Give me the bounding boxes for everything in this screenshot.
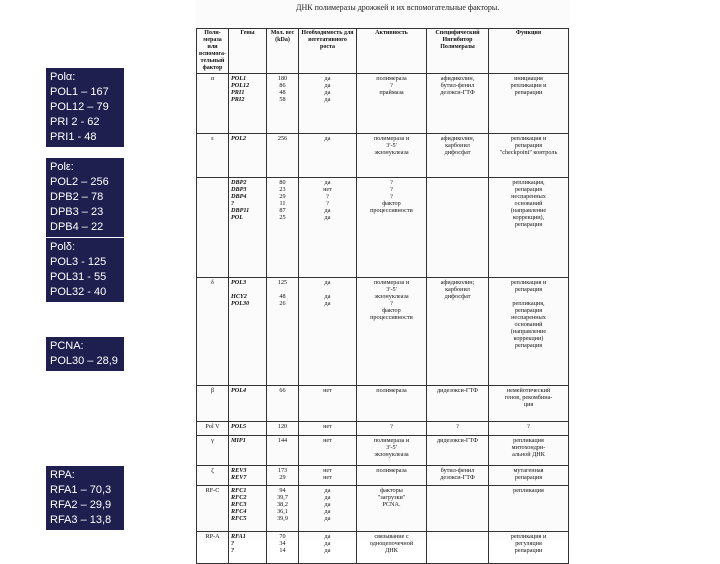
cell-name: RP-A [197,532,229,564]
cell-mw: 94 39,7 38,2 36,1 39,9 [267,486,299,532]
table-row [197,466,569,486]
cell-need: да да да да да [299,486,357,532]
column-header: Специфический Ингибитор Полимеразы [427,29,489,74]
cell-function: мутагенная репарация [489,466,569,486]
cell-inhibitor: дидезокси-ГТФ [427,386,489,422]
cell-activity: полимераза [357,466,427,486]
cell-function: немейотический генов, рекомбина- ция [489,386,569,422]
cell-activity: полимераза и 3'-5' экзонуклеаза ? фактор процессивности [357,278,427,386]
cell-function: инициация репликации и репарации [489,74,569,134]
column-header: Мол. вес (kDa) [267,29,299,74]
label-line: RFA3 – 13,8 [50,514,112,526]
cell-inhibitor: ? [427,422,489,436]
cell-inhibitor [427,486,489,532]
cell-genes: MIP1 [229,436,267,466]
label-line: POL2 – 256 [50,176,109,188]
cell-activity: факторы "загрузки" PCNA. [357,486,427,532]
cell-inhibitor: афидиколин; карбонил дифосфат [427,278,489,386]
label-line: DPB3 – 23 [50,206,104,218]
pol-delta-label [46,238,124,302]
label-line: POL3 - 125 [50,256,107,268]
cell-inhibitor [427,178,489,278]
cell-need: да нет ? ? да да [299,178,357,278]
pol-epsilon-label [46,158,124,237]
cell-need: нет нет [299,466,357,486]
cell-genes: POL3 HCY2 POL30 [229,278,267,386]
label-line: POL32 - 40 [50,286,107,298]
cell-function: репликация митохондри- альной ДНК [489,436,569,466]
table-row [197,386,569,422]
cell-inhibitor: афидиколин, бутил-фенил дезокси-ГТФ [427,74,489,134]
scanned-document [196,0,570,554]
cell-mw: 125 48 26 [267,278,299,386]
cell-mw: 80 23 29 11 87 25 [267,178,299,278]
cell-genes: RFC1 RFC2 RFC3 RFC4 RFC5 [229,486,267,532]
table-row [197,278,569,386]
cell-genes: RFA1 ? ? [229,532,267,564]
cell-need: да да да да [299,74,357,134]
pol-alpha-label [46,68,124,147]
cell-function: ? [489,422,569,436]
rpa-label [46,466,124,530]
label-line: RFA1 – 70,3 [50,484,112,496]
cell-activity: полимераза [357,386,427,422]
cell-name [197,178,229,278]
cell-genes: POL2 [229,134,267,178]
table-row [197,74,569,134]
cell-name: δ [197,278,229,386]
label-line: DPB4 – 22 [50,221,104,233]
cell-name: ε [197,134,229,178]
pcna-label [46,337,124,371]
table-row [197,436,569,466]
label-line: RFA2 – 29,9 [50,499,112,511]
label-title: Polδ: [50,241,76,253]
table-row [197,422,569,436]
cell-genes: POL1 POL12 PRI1 PRI2 [229,74,267,134]
table-body [197,74,569,564]
cell-mw: 144 [267,436,299,466]
cell-genes: POL5 [229,422,267,436]
cell-mw: 180 86 48 58 [267,74,299,134]
label-line: POL31 - 55 [50,271,107,283]
cell-activity: полимераза ? праймаза [357,74,427,134]
cell-inhibitor: дидезокси-ГТФ [427,436,489,466]
cell-name: γ [197,436,229,466]
cell-need: да да да [299,278,357,386]
cell-need: нет [299,386,357,422]
cell-mw: 70 34 14 [267,532,299,564]
label-line: POL30 – 28,9 [50,355,118,367]
cell-need: нет [299,422,357,436]
label-line: POL1 – 167 [50,86,109,98]
cell-activity: полимераза и 3'-5' экзонуклеаза [357,134,427,178]
table-header-row [197,29,569,74]
label-title: RPA: [50,469,75,481]
cell-function: репликация, репарация неспаренных оснований (направление коррекции), репарация [489,178,569,278]
cell-activity: связывание с одноцепочечной ДНК [357,532,427,564]
column-header: Необходимость для вегетативного роста [299,29,357,74]
cell-name: β [197,386,229,422]
cell-function: репликация и репарация "checkpoint" контроль [489,134,569,178]
cell-mw: 120 [267,422,299,436]
cell-need: да [299,134,357,178]
cell-need: нет [299,436,357,466]
cell-activity: ? ? ? фактор процессивности [357,178,427,278]
column-header: Функция [489,29,569,74]
label-title: PCNA: [50,340,84,352]
cell-mw: 173 29 [267,466,299,486]
cell-activity: полимераза и 3'-5' экзонуклеаза [357,436,427,466]
label-line: POL12 – 79 [50,101,109,113]
cell-inhibitor [427,532,489,564]
cell-name: Pol V [197,422,229,436]
label-line: PRI 2 - 62 [50,116,100,128]
cell-name: α [197,74,229,134]
column-header: Поли-мераза или вспомога-тельный фактор [197,29,229,74]
column-header: Активность [357,29,427,74]
cell-function: репликация и репарация репликация, репарация неспаренных оснований (направление коррекции) репарация [489,278,569,386]
table-row [197,486,569,532]
cell-function: репликация и регуляция репарации [489,532,569,564]
label-title: Polε: [50,161,74,173]
cell-mw: 256 [267,134,299,178]
cell-mw: 66 [267,386,299,422]
table-row [197,134,569,178]
column-header: Гены [229,29,267,74]
cell-activity: ? [357,422,427,436]
table-row [197,532,569,564]
label-line: DPB2 – 78 [50,191,104,203]
cell-need: да да да [299,532,357,564]
cell-name: ζ [197,466,229,486]
label-title: Polα: [50,71,76,83]
cell-inhibitor: бутил-фенил дезокси-ГТФ [427,466,489,486]
cell-genes: DBP2 DBP3 DBP4 ? DBP11 POL [229,178,267,278]
table-row [197,178,569,278]
cell-inhibitor: афидиколин, карбонил дифосфат [427,134,489,178]
polymerase-table [196,28,569,564]
document-title: ДНК полимеразы дрожжей и их вспомогательные факторы. [296,3,500,12]
cell-genes: REV3 REV7 [229,466,267,486]
label-line: PRI1 - 48 [50,131,97,143]
cell-name: RF-C [197,486,229,532]
cell-genes: POL4 [229,386,267,422]
cell-function: репликация [489,486,569,532]
